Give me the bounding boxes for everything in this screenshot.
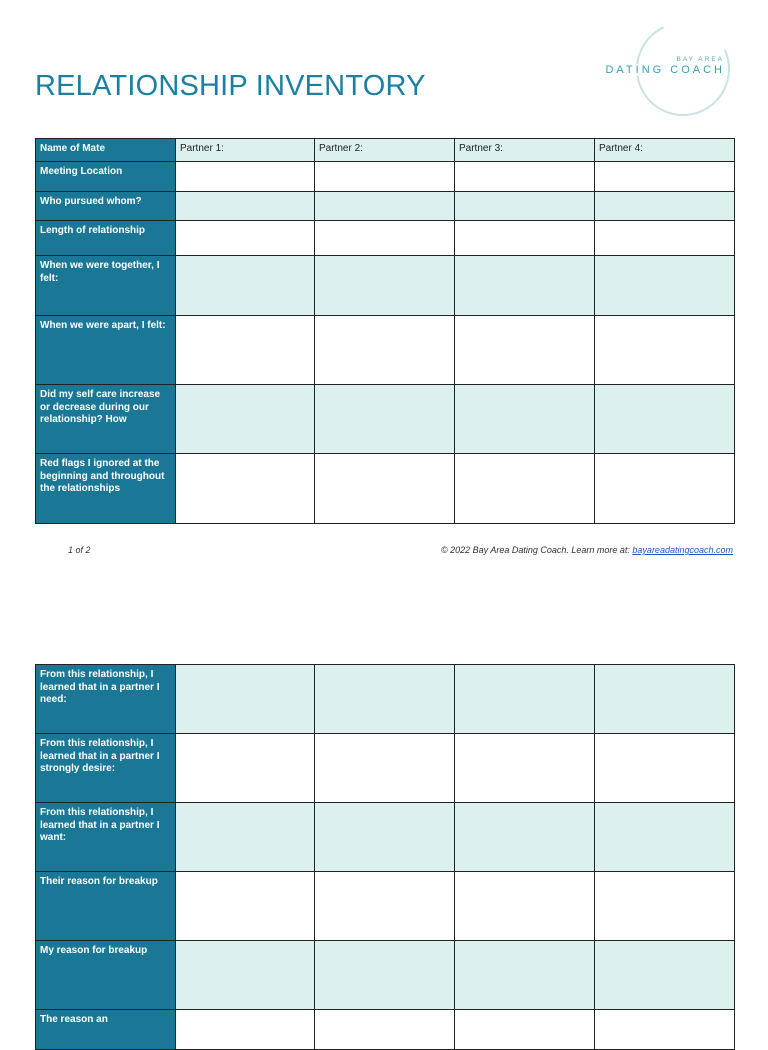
row-label: Their reason for breakup <box>36 872 176 941</box>
entry-cell[interactable] <box>595 316 735 385</box>
entry-cell[interactable] <box>315 734 455 803</box>
entry-cell[interactable] <box>176 162 315 192</box>
table-row <box>36 192 735 221</box>
row-label: Meeting Location <box>36 162 176 192</box>
row-label: The reason an <box>36 1010 176 1050</box>
entry-cell[interactable] <box>315 385 455 454</box>
entry-cell[interactable] <box>595 734 735 803</box>
entry-cell[interactable] <box>176 385 315 454</box>
entry-cell[interactable] <box>176 941 315 1010</box>
entry-cell[interactable] <box>455 872 595 941</box>
entry-cell[interactable] <box>595 256 735 316</box>
copyright-footer <box>441 545 733 555</box>
row-label: From this relationship, I learned that in a partner I need: <box>36 665 176 734</box>
entry-cell[interactable] <box>595 192 735 221</box>
entry-cell[interactable] <box>595 872 735 941</box>
entry-cell[interactable] <box>315 221 455 256</box>
row-label: Red flags I ignored at the beginning and throughout the relationships <box>36 454 176 524</box>
entry-cell[interactable] <box>315 665 455 734</box>
row-label: When we were apart, I felt: <box>36 316 176 385</box>
entry-cell[interactable] <box>455 385 595 454</box>
entry-cell[interactable] <box>176 803 315 872</box>
row-label: My reason for breakup <box>36 941 176 1010</box>
entry-cell[interactable] <box>176 256 315 316</box>
website-link[interactable]: bayareadatingcoach.com <box>632 545 733 555</box>
entry-cell[interactable] <box>315 162 455 192</box>
table-row <box>36 941 735 1010</box>
entry-cell[interactable] <box>455 221 595 256</box>
inventory-table-page1 <box>35 138 735 524</box>
row-label: When we were together, I felt: <box>36 256 176 316</box>
table-row <box>36 256 735 316</box>
partner-header: Partner 1: <box>176 139 315 162</box>
entry-cell[interactable] <box>455 734 595 803</box>
page-title: RELATIONSHIP INVENTORY <box>35 70 426 102</box>
entry-cell[interactable] <box>455 316 595 385</box>
entry-cell[interactable] <box>176 454 315 524</box>
copyright-text: © 2022 Bay Area Dating Coach. Learn more at: <box>441 545 633 555</box>
entry-cell[interactable] <box>315 256 455 316</box>
table-row <box>36 316 735 385</box>
entry-cell[interactable] <box>455 454 595 524</box>
entry-cell[interactable] <box>176 734 315 803</box>
entry-cell[interactable] <box>595 803 735 872</box>
table-row <box>36 665 735 734</box>
entry-cell[interactable] <box>595 454 735 524</box>
entry-cell[interactable] <box>315 316 455 385</box>
entry-cell[interactable] <box>315 872 455 941</box>
entry-cell[interactable] <box>315 454 455 524</box>
entry-cell[interactable] <box>455 256 595 316</box>
page-number: 1 of 2 <box>68 545 91 555</box>
table-row <box>36 385 735 454</box>
row-label: Who pursued whom? <box>36 192 176 221</box>
partner-header: Partner 4: <box>595 139 735 162</box>
partner-header: Partner 3: <box>455 139 595 162</box>
entry-cell[interactable] <box>455 665 595 734</box>
entry-cell[interactable] <box>315 803 455 872</box>
entry-cell[interactable] <box>315 1010 455 1050</box>
entry-cell[interactable] <box>595 221 735 256</box>
entry-cell[interactable] <box>315 941 455 1010</box>
logo-small-text: BAY AREA <box>676 56 724 63</box>
row-label: Length of relationship <box>36 221 176 256</box>
table-row <box>36 162 735 192</box>
table-header-row <box>36 139 735 162</box>
entry-cell[interactable] <box>176 192 315 221</box>
row-label: From this relationship, I learned that in a partner I strongly desire: <box>36 734 176 803</box>
entry-cell[interactable] <box>455 192 595 221</box>
entry-cell[interactable] <box>595 665 735 734</box>
brand-logo <box>605 22 730 116</box>
table-row <box>36 872 735 941</box>
entry-cell[interactable] <box>595 1010 735 1050</box>
row-label: Did my self care increase or decrease during our relationship? How <box>36 385 176 454</box>
entry-cell[interactable] <box>455 162 595 192</box>
entry-cell[interactable] <box>315 192 455 221</box>
entry-cell[interactable] <box>176 316 315 385</box>
entry-cell[interactable] <box>176 665 315 734</box>
partner-header: Partner 2: <box>315 139 455 162</box>
entry-cell[interactable] <box>595 941 735 1010</box>
table-row <box>36 221 735 256</box>
inventory-table-page2 <box>35 664 735 1050</box>
entry-cell[interactable] <box>176 1010 315 1050</box>
table-row <box>36 734 735 803</box>
entry-cell[interactable] <box>176 872 315 941</box>
entry-cell[interactable] <box>595 162 735 192</box>
logo-big-text: DATING COACH <box>605 64 725 76</box>
entry-cell[interactable] <box>595 385 735 454</box>
table-row <box>36 1010 735 1050</box>
table-row <box>36 803 735 872</box>
entry-cell[interactable] <box>455 941 595 1010</box>
table-row <box>36 454 735 524</box>
row-label: From this relationship, I learned that in a partner I want: <box>36 803 176 872</box>
entry-cell[interactable] <box>455 803 595 872</box>
row-label: Name of Mate <box>36 139 176 162</box>
entry-cell[interactable] <box>176 221 315 256</box>
entry-cell[interactable] <box>455 1010 595 1050</box>
